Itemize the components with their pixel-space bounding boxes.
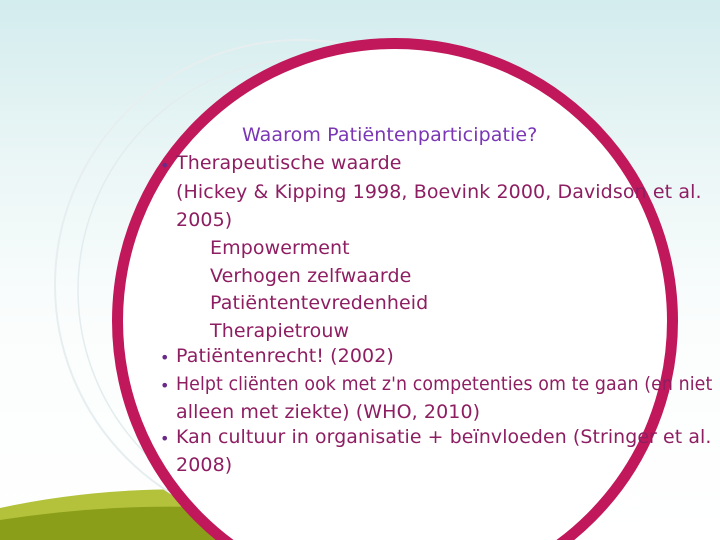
bullet-text: 2005) — [176, 209, 233, 231]
bullet-text: Kan cultuur in organisatie + beïnvloeden (Stringer et al. — [176, 426, 712, 448]
bullet-text: (Hickey & Kipping 1998, Boevink 2000, Davidson et al. — [176, 181, 702, 203]
bullet-icon: • — [160, 156, 170, 175]
bullet-text: Therapeutische waarde — [176, 152, 402, 174]
bullet-text: Helpt cliënten ook met z'n competenties om te gaan (en niet — [176, 373, 713, 395]
bullet-icon: • — [160, 376, 170, 395]
bullet-text: alleen met ziekte) (WHO, 2010) — [176, 401, 481, 423]
slide-title: Waarom Patiëntenparticipatie? — [242, 124, 538, 146]
bullet-icon: • — [160, 348, 170, 367]
sub-item: Patiëntentevredenheid — [210, 292, 429, 314]
sub-item: Therapietrouw — [210, 320, 350, 342]
bullet-text: 2008) — [176, 454, 233, 476]
bullet-text: Patiëntenrecht! (2002) — [176, 345, 394, 367]
sub-item: Verhogen zelfwaarde — [210, 265, 412, 287]
sub-item: Empowerment — [210, 237, 350, 259]
bullet-icon: • — [160, 429, 170, 448]
